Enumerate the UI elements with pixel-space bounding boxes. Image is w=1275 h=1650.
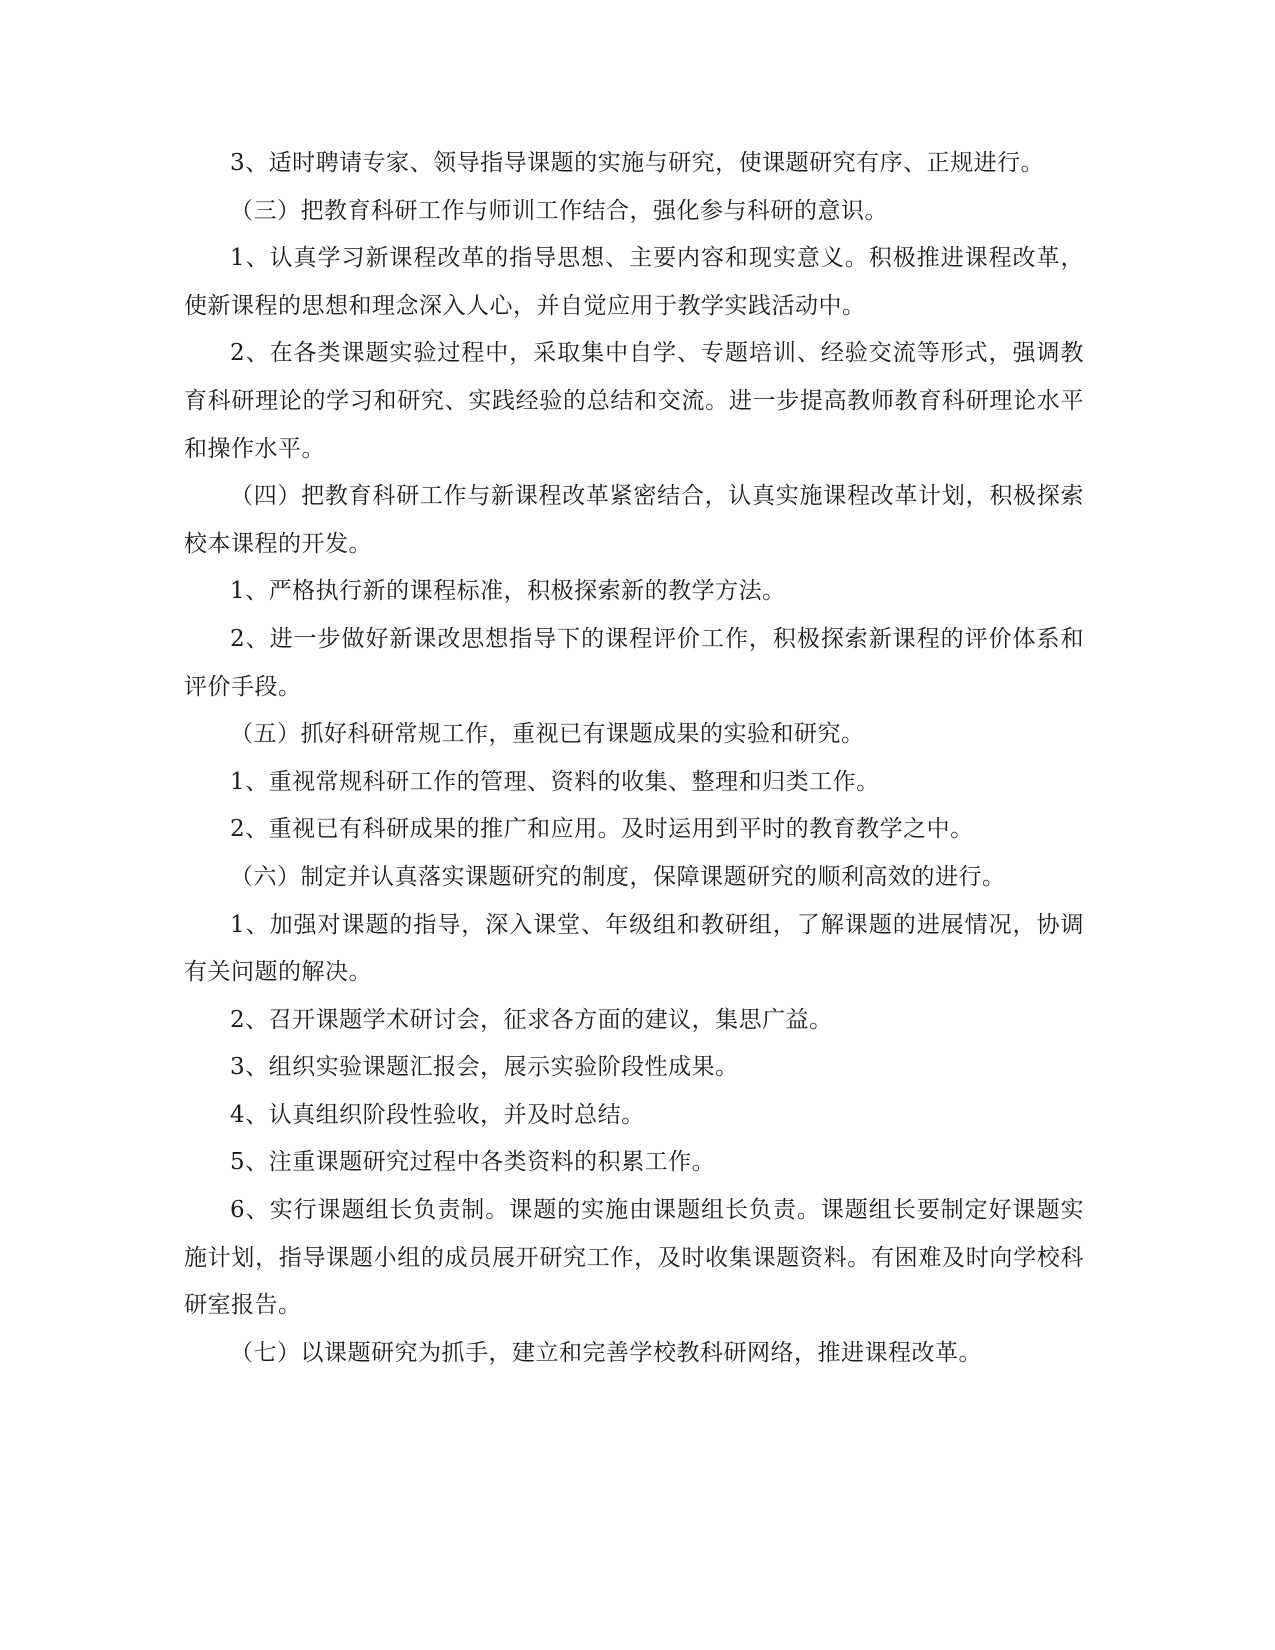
section-heading: （四）把教育科研工作与新课程改革紧密结合，认真实施课程改革计划，积极探索校本课程的开发。 [184,483,1084,557]
paragraph-item: 2、召开课题学术研讨会，征求各方面的建议，集思广益。 [230,1006,833,1033]
paragraph-item: 2、在各类课题实验过程中，采取集中自学、专题培训、经验交流等形式，强调教育科研理论的学习和研究、实践经验的总结和交流。进一步提高教师教育科研理论水平和操作水平。 [184,340,1084,462]
section-heading: （三）把教育科研工作与师训工作结合，强化参与科研的意识。 [230,197,888,224]
paragraph-item: 3、组织实验课题汇报会，展示实验阶段性成果。 [230,1054,739,1081]
paragraph-item: 6、实行课题组长负责制。课题的实施由课题组长负责。课题组长要制定好课题实施计划，指导课题小组的成员展开研究工作，及时收集课题资料。有困难及时向学校科研室报告。 [184,1197,1084,1319]
paragraph-item: 2、进一步做好新课改思想指导下的课程评价工作，积极探索新课程的评价体系和评价手段。 [184,625,1084,700]
paragraph-item: 5、注重课题研究过程中各类资料的积累工作。 [230,1149,716,1176]
paragraph-item: 3、适时聘请专家、领导指导课题的实施与研究，使课题研究有序、正规进行。 [230,150,1045,176]
paragraph-item: 1、严格执行新的课程标准，积极探索新的教学方法。 [230,578,786,605]
paragraph-item: 1、重视常规科研工作的管理、资料的收集、整理和归类工作。 [230,768,880,795]
section-heading: （七）以课题研究为抓手，建立和完善学校教科研网络，推进课程改革。 [230,1339,982,1366]
paragraph-item: 4、认真组织阶段性验收，并及时总结。 [230,1101,645,1128]
paragraph-item: 2、重视已有科研成果的推广和应用。及时运用到平时的教育教学之中。 [230,816,974,843]
document-body [184,140,1084,1377]
section-heading: （五）抓好科研常规工作，重视已有课题成果的实验和研究。 [230,721,865,748]
section-heading: （六）制定并认真落实课题研究的制度，保障课题研究的顺利高效的进行。 [230,863,1006,890]
paragraph-item: 1、认真学习新课程改革的指导思想、主要内容和现实意义。积极推进课程改革，使新课程的思想和理念深入人心，并自觉应用于教学实践活动中。 [184,245,1084,319]
paragraph-item: 1、加强对课题的指导，深入课堂、年级组和教研组，了解课题的进展情况，协调有关问题的解决。 [184,911,1084,986]
